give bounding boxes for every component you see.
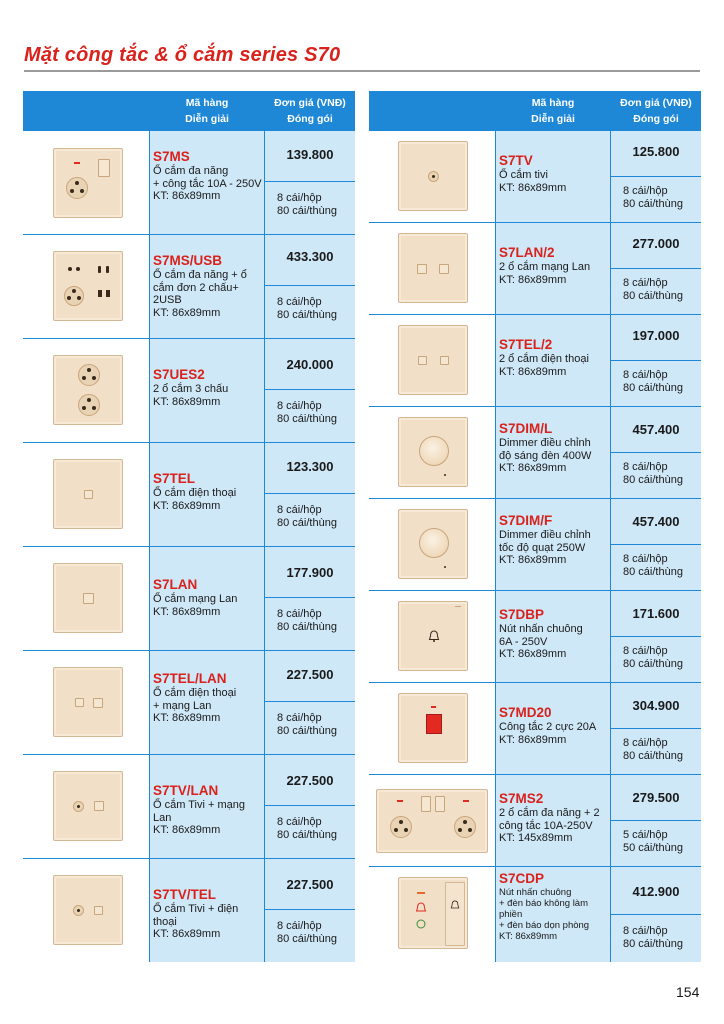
pack-carton: 80 cái/thùng (277, 933, 337, 945)
product-code: S7MS2 (499, 791, 544, 806)
product-code: S7CDP (499, 871, 545, 886)
product-price (265, 755, 355, 805)
tv-phone-plate-icon (53, 875, 123, 945)
product-desc-line: 2 ổ cắm mạng Lan (499, 261, 591, 273)
pack-box: 8 cái/hộp (277, 816, 322, 828)
product-packaging (265, 494, 355, 546)
product-packaging (265, 702, 355, 754)
product-desc-line: KT: 86x89mm (153, 605, 221, 618)
pack-carton: 80 cái/thùng (623, 566, 683, 578)
product-price (611, 223, 701, 268)
product-desc-line: KT: 86x89mm (499, 365, 567, 378)
product-description (150, 651, 264, 754)
product-description (496, 867, 610, 962)
table-row (369, 683, 701, 774)
price-value: 177.900 (286, 565, 334, 580)
product-code: S7DIM/L (499, 421, 553, 436)
double-socket-plate-icon (53, 355, 123, 425)
page-number: 154 (676, 984, 700, 1000)
header-pack-label: Đóng gói (633, 113, 679, 125)
bell-icon (428, 630, 440, 643)
product-code: S7MS (153, 149, 190, 164)
product-desc-line: Nút nhấn chuông (499, 623, 583, 635)
product-desc-line: KT: 86x89mm (153, 824, 221, 836)
product-description (150, 443, 264, 546)
product-desc-line: KT: 86x89mm (153, 395, 221, 408)
table-row (23, 443, 355, 546)
product-desc-line: KT: 86x89mm (499, 273, 567, 286)
pack-box: 8 cái/hộp (623, 553, 668, 565)
product-code: S7DIM/F (499, 513, 553, 528)
table-row (23, 651, 355, 754)
product-desc-line: Ổ cắm điện thoại (153, 487, 237, 499)
product-description (496, 407, 610, 498)
price-value: 171.600 (632, 606, 680, 621)
product-image (369, 407, 495, 498)
phone-socket-plate-icon (53, 459, 123, 529)
product-code: S7LAN (153, 577, 198, 592)
pack-carton: 80 cái/thùng (623, 474, 683, 486)
product-description (150, 131, 264, 234)
product-desc-line: Ổ cắm đa năng (153, 165, 229, 177)
product-code: S7UES2 (153, 367, 205, 382)
product-desc-line: Ổ cắm tivi (499, 169, 548, 181)
product-description (150, 547, 264, 650)
pack-box: 8 cái/hộp (277, 712, 322, 724)
product-packaging (611, 177, 701, 222)
pack-box: 8 cái/hộp (623, 277, 668, 289)
double-phone-plate-icon (398, 325, 468, 395)
product-description (496, 683, 610, 774)
product-image (369, 315, 495, 406)
product-packaging (611, 729, 701, 774)
pack-box: 8 cái/hộp (623, 461, 668, 473)
product-price (611, 683, 701, 728)
product-code: S7TV/LAN (153, 783, 219, 798)
product-image (23, 443, 149, 546)
do-not-disturb-icon (415, 902, 427, 914)
table-row (369, 315, 701, 406)
product-price (611, 315, 701, 360)
doorbell-plate-icon (398, 601, 468, 671)
header-price-label: Đơn giá (VNĐ) (620, 97, 692, 109)
product-desc-line: KT: 145x89mm (499, 832, 573, 844)
product-packaging (265, 598, 355, 650)
product-desc-line: Ổ cắm đa năng + ổ (153, 269, 247, 281)
table-header (369, 91, 701, 131)
product-desc-line: Dimmer điều chỉnh (499, 437, 591, 449)
product-image (23, 651, 149, 754)
table-row (369, 131, 701, 222)
product-packaging (611, 821, 701, 866)
product-packaging (611, 915, 701, 962)
price-value: 139.800 (286, 147, 334, 162)
header-price-label: Đơn giá (VNĐ) (274, 97, 346, 109)
product-desc-line: 2 ổ cắm 3 chấu (153, 383, 229, 395)
product-price (265, 131, 355, 181)
product-description (150, 755, 264, 858)
pack-box: 8 cái/hộp (623, 369, 668, 381)
table-row (369, 407, 701, 498)
pack-box: 5 cái/hộp (623, 829, 668, 841)
price-value: 227.500 (286, 877, 334, 892)
table-row (369, 223, 701, 314)
pack-carton: 80 cái/thùng (277, 829, 337, 841)
header-code-label: Mã hàng (531, 97, 575, 109)
bell-dnd-plate-icon (398, 877, 468, 949)
product-image (369, 591, 495, 682)
double-lan-plate-icon (398, 233, 468, 303)
price-value: 197.000 (632, 328, 680, 343)
table-row (23, 131, 355, 234)
product-desc-line: KT: 86x89mm (153, 928, 221, 940)
product-desc-line: KT: 86x89mm (499, 462, 567, 474)
product-packaging (611, 637, 701, 682)
price-value: 227.500 (286, 667, 334, 682)
product-packaging (265, 182, 355, 234)
product-packaging (265, 390, 355, 442)
product-description (496, 499, 610, 590)
product-desc-line: độ sáng đèn 400W (499, 449, 592, 462)
product-desc-line: 2 ổ cắm đa năng + 2 (499, 807, 600, 819)
price-value: 125.800 (632, 144, 680, 159)
tv-lan-plate-icon (53, 771, 123, 841)
product-description (150, 859, 264, 962)
dimmer-light-plate-icon (398, 417, 468, 487)
pack-carton: 80 cái/thùng (623, 658, 683, 670)
product-desc-line: + đèn báo không làm phiền (499, 898, 588, 920)
product-code: S7MS/USB (153, 253, 223, 268)
product-price (611, 775, 701, 820)
product-image (23, 859, 149, 962)
lan-socket-plate-icon (53, 563, 123, 633)
product-desc-line: KT: 86x89mm (499, 554, 567, 566)
product-image (23, 547, 149, 650)
header-code-desc (150, 95, 264, 127)
product-packaging (265, 286, 355, 338)
pack-carton: 80 cái/thùng (277, 413, 337, 425)
pack-carton: 50 cái/thùng (623, 842, 683, 854)
product-description (496, 223, 610, 314)
socket-switch-plate-icon (53, 148, 123, 218)
product-packaging (611, 269, 701, 314)
product-desc-line: tốc độ quạt 250W (499, 541, 586, 554)
pack-box: 8 cái/hộp (623, 737, 668, 749)
bell-icon (450, 900, 460, 911)
product-desc-line: Công tắc 2 cực 20A (499, 721, 597, 733)
pack-box: 8 cái/hộp (623, 925, 668, 937)
product-packaging (611, 545, 701, 590)
product-image (369, 683, 495, 774)
pack-box: 8 cái/hộp (277, 920, 322, 932)
price-value: 123.300 (286, 459, 334, 474)
product-price (265, 651, 355, 701)
product-code: S7DBP (499, 607, 545, 622)
product-price (611, 407, 701, 452)
pack-carton: 80 cái/thùng (623, 382, 683, 394)
product-desc-line: Ổ cắm mạng Lan (153, 593, 238, 605)
product-price (265, 547, 355, 597)
product-packaging (611, 453, 701, 498)
product-image (369, 867, 495, 962)
price-value: 412.900 (632, 884, 680, 899)
room-cleaning-icon (415, 918, 427, 930)
product-desc-line: Ổ cắm điện thoại (153, 687, 237, 699)
pack-box: 8 cái/hộp (277, 192, 322, 204)
product-price (265, 443, 355, 493)
price-value: 457.400 (632, 422, 680, 437)
pack-box: 8 cái/hộp (623, 185, 668, 197)
header-code-label: Mã hàng (185, 97, 229, 109)
product-code: S7TEL/LAN (153, 671, 227, 686)
product-price (611, 867, 701, 914)
product-desc-line: cắm đơn 2 chấu+ 2USB (153, 281, 239, 306)
product-description (496, 315, 610, 406)
title-divider (24, 70, 700, 72)
pack-box: 8 cái/hộp (277, 504, 322, 516)
product-desc-line: 2 ổ cắm điện thoại (499, 353, 589, 365)
product-description (496, 591, 610, 682)
product-image (369, 223, 495, 314)
product-desc-line: KT: 86x89mm (499, 733, 567, 746)
pack-box: 8 cái/hộp (277, 296, 322, 308)
price-table-right (369, 91, 701, 962)
pack-carton: 80 cái/thùng (277, 621, 337, 633)
pack-carton: 80 cái/thùng (623, 290, 683, 302)
product-description (150, 339, 264, 442)
product-image (369, 775, 495, 866)
product-description (150, 235, 264, 338)
tv-socket-plate-icon (398, 141, 468, 211)
product-desc-line: KT: 86x89mm (153, 306, 221, 319)
header-desc-label: Diễn giải (531, 113, 575, 125)
product-desc-line: Dimmer điều chỉnh (499, 529, 591, 541)
product-desc-line: + mạng Lan (153, 699, 212, 712)
product-desc-line: KT: 86x89mm (153, 190, 221, 202)
table-row (23, 235, 355, 338)
product-desc-line: KT: 86x89mm (153, 499, 221, 512)
product-desc-line: + công tắc 10A - 250V (153, 177, 262, 190)
header-price-pack (265, 95, 355, 127)
pack-box: 8 cái/hộp (277, 400, 322, 412)
socket-usb-plate-icon (53, 251, 123, 321)
dimmer-fan-plate-icon (398, 509, 468, 579)
page-title: Mặt công tắc & ổ cắm series S70 (24, 44, 341, 66)
pack-box: 8 cái/hộp (623, 645, 668, 657)
pack-carton: 80 cái/thùng (623, 198, 683, 210)
product-image (23, 131, 149, 234)
header-price-pack (611, 95, 701, 127)
product-code: S7TV/TEL (153, 887, 217, 902)
product-price (265, 859, 355, 909)
pack-carton: 80 cái/thùng (277, 725, 337, 737)
price-value: 279.500 (632, 790, 680, 805)
phone-lan-plate-icon (53, 667, 123, 737)
product-code: S7TV (499, 153, 533, 168)
product-desc-line: KT: 86x89mm (499, 931, 558, 942)
pack-carton: 80 cái/thùng (277, 205, 337, 217)
product-code: S7MD20 (499, 705, 552, 720)
price-value: 227.500 (286, 773, 334, 788)
pack-carton: 80 cái/thùng (277, 517, 337, 529)
product-price (611, 591, 701, 636)
double-pole-switch-plate-icon (398, 693, 468, 763)
table-row (369, 499, 701, 590)
product-desc-line: KT: 86x89mm (499, 648, 567, 660)
table-header (23, 91, 355, 131)
product-code: S7TEL (153, 471, 196, 486)
header-code-desc (496, 95, 610, 127)
table-row (23, 339, 355, 442)
product-packaging (265, 910, 355, 962)
product-desc-line: công tắc 10A-250V (499, 819, 593, 832)
product-desc-line: Nút nhấn chuông (499, 887, 572, 898)
product-price (611, 131, 701, 176)
pack-box: 8 cái/hộp (277, 608, 322, 620)
pack-carton: 80 cái/thùng (277, 309, 337, 321)
product-desc-line: Ổ cắm Tivi + mạng Lan (153, 799, 246, 824)
product-desc-line: KT: 86x89mm (499, 181, 567, 194)
price-table-left (23, 91, 355, 962)
header-desc-label: Diễn giải (185, 113, 229, 125)
pack-carton: 80 cái/thùng (623, 938, 683, 950)
table-row (23, 755, 355, 858)
table-row (369, 591, 701, 682)
product-code: S7LAN/2 (499, 245, 555, 260)
product-image (369, 131, 495, 222)
product-image (23, 755, 149, 858)
table-row (369, 867, 701, 962)
product-desc-line: KT: 86x89mm (153, 712, 221, 724)
table-row (23, 859, 355, 962)
price-value: 304.900 (632, 698, 680, 713)
product-description (496, 775, 610, 866)
product-code: S7TEL/2 (499, 337, 553, 352)
product-image (23, 339, 149, 442)
product-packaging (265, 806, 355, 858)
product-price (611, 499, 701, 544)
product-description (496, 131, 610, 222)
double-socket-switch-plate-icon (376, 789, 488, 853)
price-value: 433.300 (286, 249, 334, 264)
product-price (265, 339, 355, 389)
table-row (369, 775, 701, 866)
product-image (369, 499, 495, 590)
product-price (265, 235, 355, 285)
product-desc-line: 6A - 250V (499, 635, 548, 648)
price-value: 240.000 (286, 357, 334, 372)
price-value: 277.000 (632, 236, 680, 251)
product-packaging (611, 361, 701, 406)
product-desc-line: Ổ cắm Tivi + điện thoại (153, 903, 239, 928)
header-pack-label: Đóng gói (287, 113, 333, 125)
table-row (23, 547, 355, 650)
product-desc-line: + đèn báo dọn phòng (499, 920, 590, 931)
pack-carton: 80 cái/thùng (623, 750, 683, 762)
price-value: 457.400 (632, 514, 680, 529)
product-image (23, 235, 149, 338)
